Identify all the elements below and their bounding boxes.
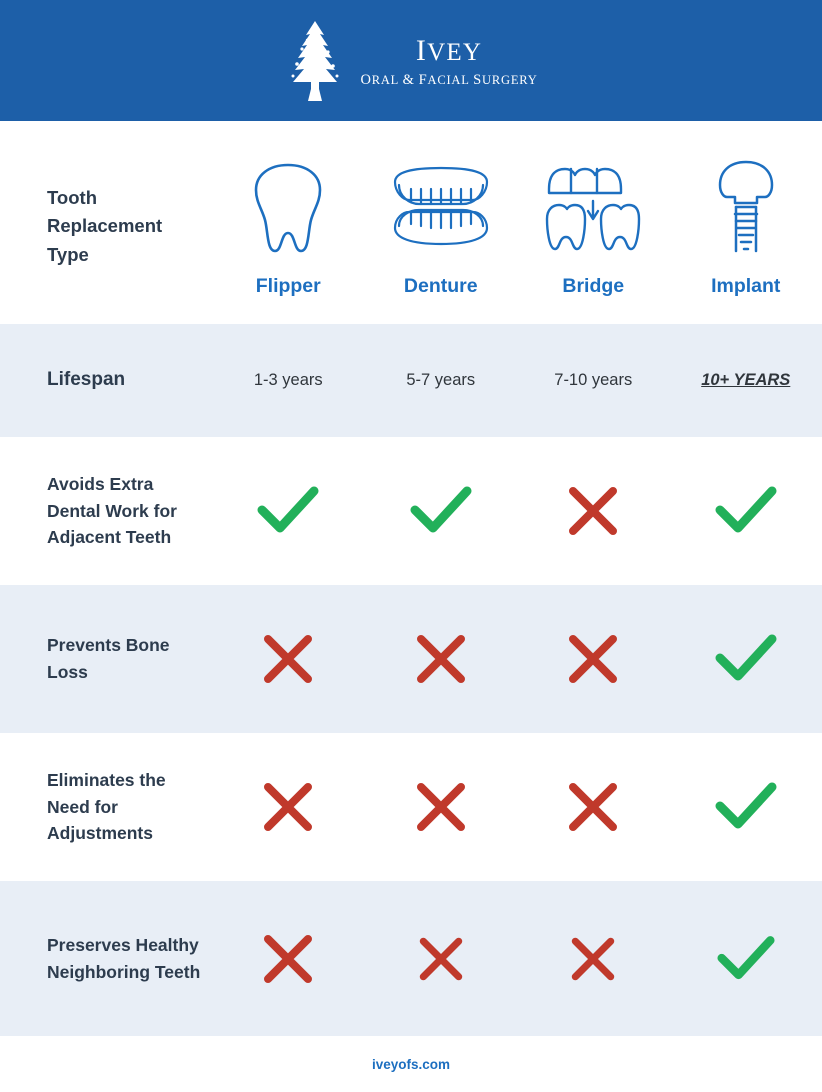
comparison-table: [0, 121, 822, 1036]
table-row: [0, 733, 822, 881]
check-icon: [715, 486, 777, 536]
lifespan-value-highlight: 10+ YEARS: [701, 371, 790, 390]
check-icon: [717, 935, 775, 983]
mark-cell: [365, 936, 518, 982]
lifespan-implant: [670, 371, 822, 390]
table-row: [0, 585, 822, 733]
dental-bridge-icon: [541, 157, 645, 261]
column-implant: [670, 129, 822, 324]
mark-cell: [517, 485, 670, 537]
mark-cell: [517, 781, 670, 833]
cross-icon: [415, 781, 467, 833]
mark-cell: [670, 486, 822, 536]
page-footer: [0, 1036, 822, 1092]
mark-cell: [365, 633, 518, 685]
mark-cell: [212, 486, 365, 536]
full-denture-icon: [389, 157, 493, 261]
row-label-avoids-extra-dental-work: Avoids Extra Dental Work for Adjacent Teeth: [0, 471, 212, 551]
mark-cell: [517, 936, 670, 982]
website-link[interactable]: iveyofs.com: [372, 1057, 450, 1072]
cross-icon: [567, 781, 619, 833]
cross-icon: [567, 485, 619, 537]
lifespan-value: 1-3 years: [254, 371, 323, 390]
column-title: Denture: [404, 275, 478, 298]
brand-logo: [284, 19, 537, 103]
row-label-eliminates-adjustments: Eliminates the Need for Adjustments: [0, 767, 212, 847]
cross-icon: [262, 633, 314, 685]
cross-icon: [567, 633, 619, 685]
cross-icon: [570, 936, 616, 982]
check-icon: [410, 486, 472, 536]
lifespan-denture: [365, 371, 518, 390]
mark-cell: [517, 633, 670, 685]
row-label-lifespan: Lifespan: [0, 366, 212, 395]
lifespan-flipper: [212, 371, 365, 390]
pine-tree-icon: [284, 19, 346, 103]
table-row: [0, 324, 822, 437]
column-denture: [365, 129, 518, 324]
column-title: Implant: [711, 275, 780, 298]
table-header-label: Tooth Replacement Type: [0, 129, 212, 324]
mark-cell: [670, 634, 822, 684]
check-icon: [257, 486, 319, 536]
cross-icon: [262, 781, 314, 833]
column-flipper: [212, 129, 365, 324]
mark-cell: [670, 935, 822, 983]
mark-cell: [365, 486, 518, 536]
column-bridge: [517, 129, 670, 324]
lifespan-bridge: [517, 371, 670, 390]
brand-name: IVEY: [416, 36, 482, 66]
cross-icon: [418, 936, 464, 982]
row-label-prevents-bone-loss: Prevents Bone Loss: [0, 632, 212, 685]
check-icon: [715, 782, 777, 832]
brand-tagline: ORAL & FACIAL SURGERY: [360, 72, 537, 89]
lifespan-value: 5-7 years: [406, 371, 475, 390]
mark-cell: [212, 933, 365, 985]
mark-cell: [365, 781, 518, 833]
page-header: [0, 0, 822, 121]
lifespan-value: 7-10 years: [554, 371, 632, 390]
cross-icon: [262, 933, 314, 985]
mark-cell: [212, 633, 365, 685]
mark-cell: [670, 782, 822, 832]
column-title: Bridge: [562, 275, 624, 298]
mark-cell: [212, 781, 365, 833]
brand-text: [360, 32, 537, 89]
dental-implant-icon: [711, 157, 781, 261]
cross-icon: [415, 633, 467, 685]
table-header-row: [0, 121, 822, 324]
row-label-preserves-neighboring-teeth: Preserves Healthy Neighboring Teeth: [0, 932, 212, 985]
table-row: [0, 881, 822, 1036]
single-tooth-icon: [246, 157, 330, 261]
check-icon: [715, 634, 777, 684]
column-title: Flipper: [256, 275, 321, 298]
table-row: [0, 437, 822, 585]
